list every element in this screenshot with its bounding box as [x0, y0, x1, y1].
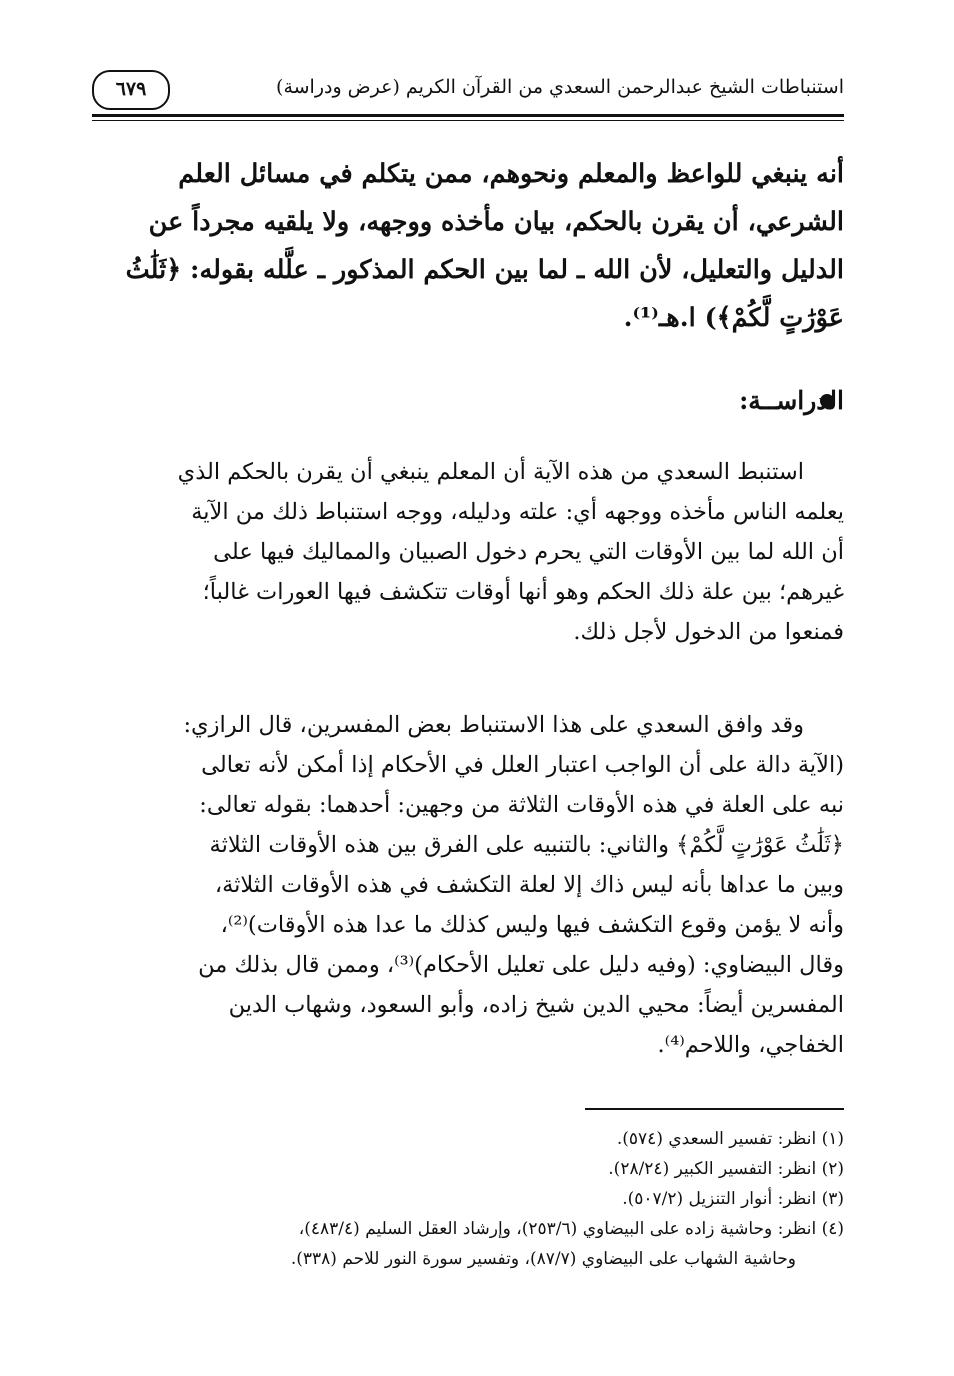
study-line: يعلمه الناس مأخذه ووجهه أي: علته ودليله، ووجه استنباط ذلك من الآية: [191, 499, 844, 525]
study-line: أن الله لما بين الأوقات التي يحرم دخول الصبيان والمماليك فيها على: [213, 539, 844, 565]
footnote: (٣) انظر: أنوار التنزيل (٥٠٧/٢).: [622, 1189, 844, 1209]
study-line: فمنعوا من الدخول لأجل ذلك.: [573, 619, 844, 645]
agreement-line: نبه على العلة في هذه الأوقات الثلاثة من وجهين: أحدهما: بقوله تعالى:: [199, 792, 844, 818]
section-heading: الدراســة:: [739, 386, 844, 415]
study-line: استنبط السعدي من هذه الآية أن المعلم ينبغي أن يقرن بالحكم الذي: [177, 459, 804, 485]
footnotes: [92, 1124, 844, 1274]
agreement-line: (الآية دالة على أن الواجب اعتبار العلل في الأحكام إذا أمكن لأنه تعالى: [201, 752, 844, 778]
agreement-line: وقال البيضاوي: (وفيه دليل على تعليل الأحكام)⁽³⁾، وممن قال بذلك من: [198, 952, 844, 978]
agreement-paragraph: [92, 705, 844, 1065]
intro-line: عَوْرَٰتٍ لَّكُمْ﴾) ا.هـ⁽¹⁾.: [623, 303, 844, 333]
agreement-line: وأنه لا يؤمن وقوع التكشف فيها وليس كذلك ما عدا هذه الأوقات)⁽²⁾،: [220, 912, 844, 938]
study-line: غيرهم؛ بين علة ذلك الحكم وهو أنها أوقات تتكشف فيها العورات غالباً؛: [202, 579, 844, 605]
footnote-separator: [585, 1108, 844, 1110]
page-number-badge: ٦٧٩: [92, 70, 170, 110]
intro-line: الشرعي، أن يقرن بالحكم، بيان مأخذه ووجهه، ولا يلقيه مجرداً عن: [148, 207, 844, 237]
footnote: (٢) انظر: التفسير الكبير (٢٨/٢٤).: [608, 1159, 844, 1179]
footnote: (١) انظر: تفسير السعدي (٥٧٤).: [616, 1129, 844, 1149]
running-header: [92, 70, 844, 110]
intro-paragraph: [92, 150, 844, 342]
agreement-line: وقد وافق السعدي على هذا الاستنباط بعض المفسرين، قال الرازي:: [183, 712, 804, 738]
intro-line: أنه ينبغي للواعظ والمعلم ونحوهم، ممن يتكلم في مسائل العلم: [178, 159, 844, 189]
agreement-line: الخفاجي، واللاحم⁽⁴⁾.: [657, 1032, 844, 1058]
running-title: استنباطات الشيخ عبدالرحمن السعدي من القرآن الكريم (عرض ودراسة): [276, 76, 844, 98]
agreement-line: المفسرين أيضاً: محيي الدين شيخ زاده، وأبو السعود، وشهاب الدين: [228, 992, 844, 1018]
agreement-line: ﴿ثَلَٰثُ عَوْرَٰتٍ لَّكُمْ﴾ والثاني: بالتنبيه على الفرق بين هذه الأوقات الثلاثة: [209, 832, 844, 858]
agreement-line: وبين ما عداها بأنه ليس ذاك إلا لعلة التكشف في هذه الأوقات الثلاثة،: [214, 872, 844, 898]
intro-line: الدليل والتعليل، لأن الله ـ لما بين الحكم المذكور ـ علَّله بقوله: ﴿ثَلَٰثُ: [125, 255, 844, 285]
footnote-continuation: وحاشية الشهاب على البيضاوي (٨٧/٧)، وتفسير سورة النور للاحم (٣٣٨).: [290, 1249, 796, 1269]
study-paragraph: [92, 452, 844, 652]
header-rule-thick: [92, 114, 844, 117]
header-rule-thin: [92, 120, 844, 121]
footnote: (٤) انظر: وحاشية زاده على البيضاوي (٢٥٣/٦)، وإرشاد العقل السليم (٤٨٣/٤)،: [298, 1219, 844, 1239]
